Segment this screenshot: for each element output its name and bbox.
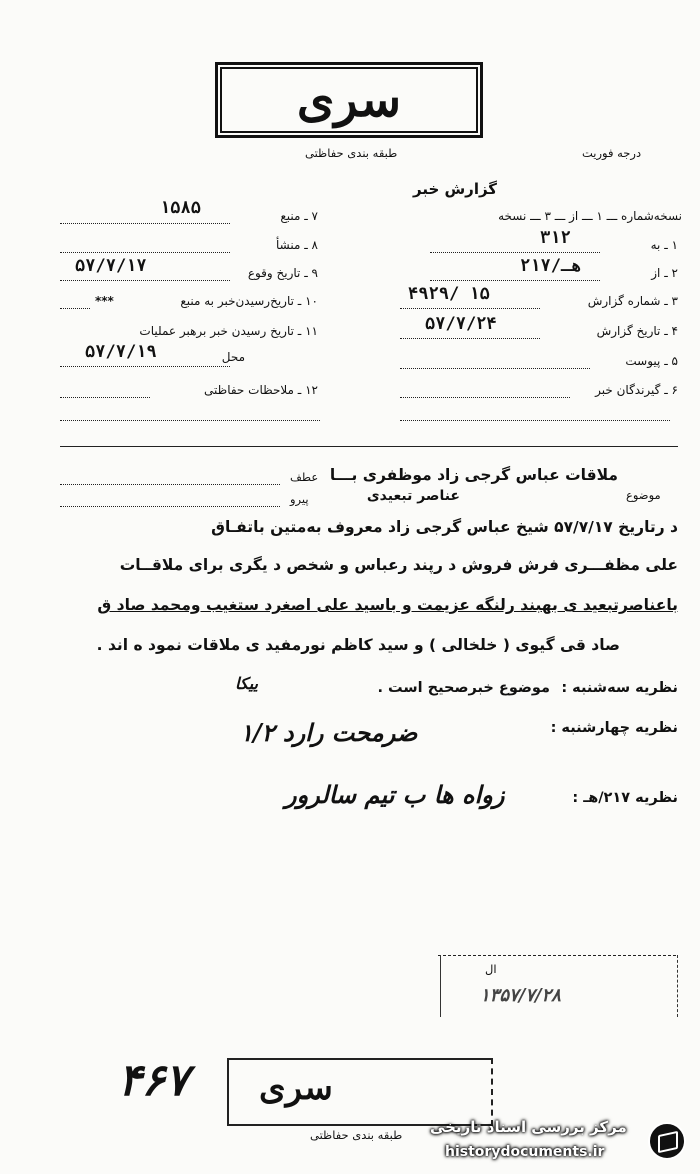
left-field-origin-label: ۸ ـ منشأ bbox=[275, 238, 318, 252]
right-field-report-number-line bbox=[400, 308, 540, 309]
left-field-arrival-source-line bbox=[60, 308, 90, 309]
subject-side-line-2 bbox=[60, 506, 280, 507]
subject-side-line-1 bbox=[60, 484, 280, 485]
classification-stamp bbox=[215, 62, 483, 138]
body-line-3: باعناصرتبعید ی بهبند رلنگه عزیمت و باسید علی اصغرد ستغیب ومحمد صاد ق bbox=[97, 596, 678, 614]
right-field-recipients-line bbox=[400, 397, 570, 398]
left-field-protection-notes-line-2 bbox=[60, 420, 320, 421]
right-field-recipients-label: ۶ ـ گیرندگان خبر bbox=[595, 383, 678, 397]
stamp-text: سری bbox=[296, 72, 402, 128]
opinion-tuesday-handwriting: ییکا bbox=[235, 674, 258, 693]
opinion-wednesday-label: نظریه چهارشنبه : bbox=[550, 720, 678, 736]
subject-side-follow: پیرو bbox=[290, 492, 309, 506]
watermark-title: مرکز بررسی اسناد تاریخی bbox=[430, 1118, 627, 1136]
bottom-stamp-text: سری bbox=[259, 1068, 333, 1108]
left-field-protection-notes-line bbox=[60, 397, 150, 398]
left-field-protection-notes-label: ۱۲ ـ ملاحظات حفاظتی bbox=[204, 383, 318, 397]
left-field-arrival-source-value: *** bbox=[95, 294, 114, 308]
body-line-4: صاد قی گیوی ( خلخالی ) و سید کاظم نورمفید ی ملاقات نمود ه اند . bbox=[96, 636, 620, 654]
opinion-tuesday-text: موضوع خبرصحیح است . bbox=[377, 680, 550, 696]
right-field-attachment-label: ۵ ـ پیوست bbox=[625, 354, 678, 368]
watermark-url: historydocuments.ir bbox=[445, 1144, 605, 1160]
report-title: گزارش خبر bbox=[413, 180, 498, 198]
right-field-report-number-label: ۳ ـ شماره گزارش bbox=[587, 294, 678, 308]
footer-classification-label: طبقه بندی حفاظتی bbox=[310, 1128, 403, 1142]
opinion-unit-handwriting: زواه ها ب تیم سالرور bbox=[285, 780, 505, 809]
left-field-source-line bbox=[60, 223, 230, 224]
opinion-tuesday-label: نظریه سه‌شنبه : bbox=[561, 680, 678, 696]
left-field-arrival-source-label: ۱۰ ـ تاریخ‌رسیدن‌خبر به منبع bbox=[180, 294, 318, 308]
right-field-recipients-line-2 bbox=[400, 420, 670, 421]
right-field-report-number-value: ۴۹۲۹/ ۱۵ bbox=[408, 284, 490, 304]
left-field-origin-line bbox=[60, 252, 230, 253]
handwritten-number: ۴۶۷ bbox=[118, 1055, 189, 1106]
left-field-occurrence-date-label: ۹ ـ تاریخ وقوع bbox=[247, 266, 318, 280]
left-field-place-label: محل bbox=[221, 350, 245, 364]
left-field-arrival-leader-label: ۱۱ ـ تاریخ رسیدن خبر برهبر عملیات bbox=[139, 324, 318, 338]
bottom-classification-stamp bbox=[227, 1058, 493, 1126]
left-field-place-line bbox=[60, 366, 230, 367]
right-field-from-label: ۲ ـ از bbox=[651, 266, 678, 280]
right-field-report-date-line bbox=[400, 338, 540, 339]
left-field-occurrence-date-value: ۵۷/۷/۱۷ bbox=[75, 256, 147, 276]
subject-label: موضوع bbox=[626, 488, 661, 502]
left-field-place-value: ۵۷/۷/۱۹ bbox=[85, 342, 157, 362]
right-field-to-line bbox=[430, 252, 600, 253]
right-field-copy: نسخه‌شماره ـــ ۱ ـــ از ـــ ۳ ـــ نسخه bbox=[498, 209, 682, 223]
small-stamp-text: ال bbox=[485, 962, 497, 976]
right-field-to-label: ۱ ـ به bbox=[650, 238, 678, 252]
section-divider bbox=[60, 446, 678, 447]
right-field-report-date-value: ۵۷/۷/۲۴ bbox=[425, 314, 497, 334]
small-stamp-date: ۱۳۵۷/۷/۲۸ bbox=[480, 985, 561, 1006]
right-field-report-date-label: ۴ ـ تاریخ گزارش bbox=[596, 324, 678, 338]
subject-line-1: ملاقات عباس گرجی زاد موظفری بـــا bbox=[329, 466, 618, 484]
classification-label: طبقه بندی حفاظتی bbox=[305, 146, 398, 160]
right-field-from-value: ۲۱۷/هـ bbox=[520, 256, 582, 276]
left-field-occurrence-date-line bbox=[60, 280, 230, 281]
right-field-from-line bbox=[430, 280, 600, 281]
subject-side-ref: عطف bbox=[290, 470, 319, 484]
body-line-1: د رتاریخ ۵۷/۷/۱۷ شیخ عباس گرجی زاد معروف به‌متین باتفـاق bbox=[211, 518, 678, 536]
subject-line-2: عناصر تبعیدی bbox=[366, 488, 460, 504]
right-field-attachment-line bbox=[400, 368, 590, 369]
left-field-source-label: ۷ ـ منبع bbox=[280, 209, 318, 223]
opinion-wednesday-handwriting: ضرمحت رارد ۱/۲ bbox=[240, 718, 418, 747]
right-field-to-value: ۳۱۲ bbox=[540, 228, 571, 248]
left-field-source-value: ۱۵۸۵ bbox=[160, 198, 201, 218]
urgency-label: درجه فوریت bbox=[582, 146, 642, 160]
body-line-2: علی مظفـــری فرش فروش د رپند رعباس و شخص د یگری برای ملاقــات bbox=[119, 556, 678, 574]
opinion-unit-label: نظریه ۲۱۷/هـ : bbox=[572, 790, 678, 806]
archive-logo-icon bbox=[648, 1122, 686, 1160]
